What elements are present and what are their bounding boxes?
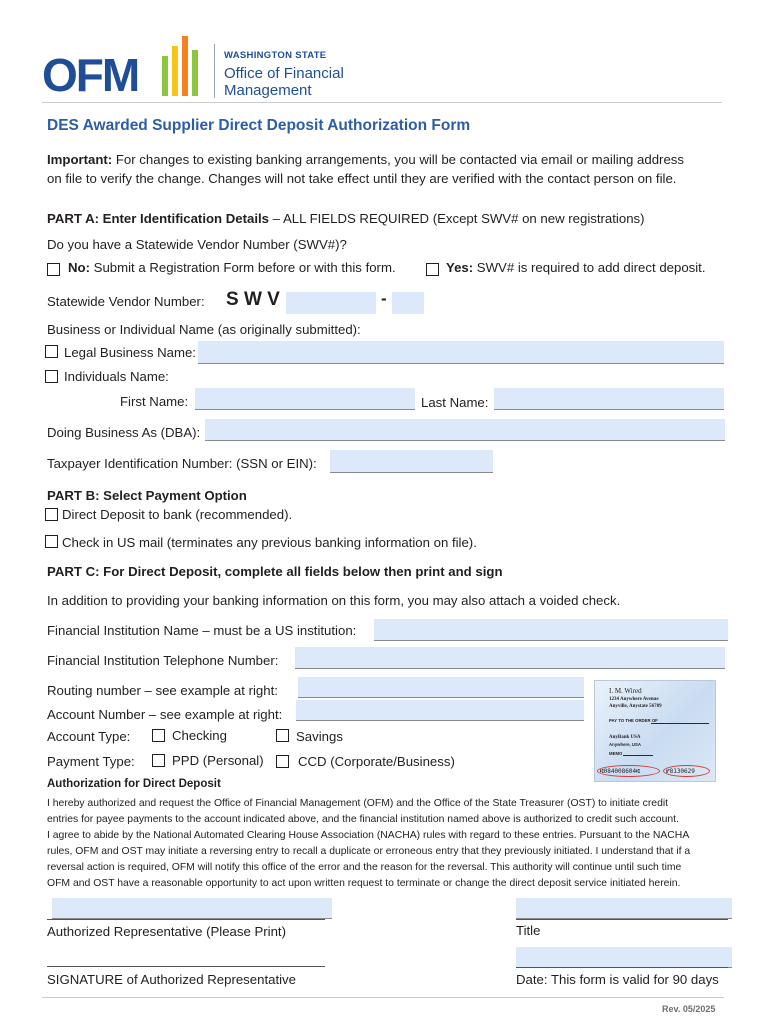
routing-input[interactable] — [298, 677, 584, 698]
savings-label: Savings — [296, 729, 343, 744]
tin-label: Taxpayer Identification Number: (SSN or EIN): — [47, 456, 317, 471]
agency-name-line2: Management — [224, 82, 312, 99]
tin-input[interactable] — [330, 450, 493, 473]
authorization-line: reversal action is required, OFM will notify this office of the error and the reason for the reversal. This authority will continue until such time — [47, 862, 682, 873]
account-type-label: Account Type: — [47, 729, 131, 744]
logo-bars-icon — [160, 36, 204, 98]
authorization-line: rules, OFM and OST may initiate a reversing entry to recall a duplicate or erroneous entry that they previously initiated. I understand that if a — [47, 846, 691, 857]
check-memo-line — [623, 755, 653, 756]
authorization-line: I agree to abide by the National Automated Clearing House Association (NACHA) rules with regard to these entries. Pursuant to the NACHA — [47, 830, 690, 841]
title-line — [516, 919, 728, 920]
dba-input[interactable] — [205, 419, 725, 441]
signature-line — [47, 966, 325, 967]
individuals-checkbox[interactable] — [45, 370, 58, 383]
institution-name-label: Financial Institution Name – must be a US institution: — [47, 623, 357, 638]
important-line2: on file to verify the change. Changes will not take effect until they are verified with the contact person on file. — [47, 171, 677, 186]
header-rule — [42, 102, 722, 103]
swv-question: Do you have a Statewide Vendor Number (SWV#)? — [47, 237, 347, 252]
attach-check-note: In addition to providing your banking information on this form, you may also attach a voided check. — [47, 593, 621, 608]
form-title: DES Awarded Supplier Direct Deposit Authorization Form — [47, 117, 471, 134]
part-a-heading — [47, 211, 645, 226]
date-input[interactable] — [516, 947, 732, 968]
check-memo: MEMO — [609, 751, 623, 756]
authorization-line: entries for payee payments to the account indicated above, and the financial institution named above is authorized to credit such account. — [47, 814, 679, 825]
check-pay-to: PAY TO THE ORDER OF — [609, 718, 658, 723]
check-owner-name: I. M. Wired — [609, 687, 642, 695]
ppd-checkbox[interactable] — [152, 754, 165, 767]
checking-label: Checking — [172, 728, 227, 743]
part-b-heading: PART B: Select Payment Option — [47, 488, 247, 503]
title-input[interactable] — [516, 898, 732, 919]
checking-checkbox[interactable] — [152, 729, 165, 742]
authorization-text — [47, 796, 737, 892]
vendor-number-label: Statewide Vendor Number: — [47, 294, 205, 309]
rep-print-line — [47, 919, 325, 920]
authorization-line: I hereby authorized and request the Office of Financial Management (OFM) and the Office of the State Treasurer (OST) to initiate credit — [47, 798, 669, 809]
payment-type-label: Payment Type: — [47, 754, 135, 769]
ccd-label: CCD (Corporate/Business) — [298, 754, 455, 769]
institution-phone-input[interactable] — [295, 647, 725, 669]
check-account-digits: ⑈8130629 — [666, 768, 695, 775]
routing-highlight-circle — [597, 765, 660, 777]
first-name-input[interactable] — [195, 388, 415, 410]
swv-yes-checkbox[interactable] — [426, 263, 439, 276]
ppd-label: PPD (Personal) — [172, 753, 264, 768]
legal-business-input[interactable] — [198, 341, 724, 364]
part-a-note: – ALL FIELDS REQUIRED (Except SWV# on new registrations) — [269, 211, 645, 226]
dba-label: Doing Business As (DBA): — [47, 425, 201, 440]
check-address2: Anyville, Anystate 56789 — [609, 704, 662, 709]
important-note — [47, 152, 684, 167]
signature-label: SIGNATURE of Authorized Representative — [47, 972, 296, 987]
check-address1: 1234 Anywhere Avenue — [609, 697, 659, 702]
part-c-heading: PART C: For Direct Deposit, complete all fields below then print and sign — [47, 564, 503, 579]
vendor-dash: - — [381, 289, 387, 308]
swv-prefix: S W V — [226, 289, 280, 310]
direct-deposit-checkbox[interactable] — [45, 508, 58, 521]
ofm-logo — [42, 36, 362, 102]
important-line1: For changes to existing banking arrangements, you will be contacted via email or mailing address — [112, 152, 684, 167]
authorization-line: OFM and OST have a reasonable opportunity to act upon written request to terminate or change the direct deposit service initiated herein. — [47, 878, 681, 889]
check-mail-checkbox[interactable] — [45, 535, 58, 548]
routing-label: Routing number – see example at right: — [47, 683, 278, 698]
footer-rule — [42, 997, 724, 998]
account-number-input[interactable] — [296, 700, 584, 721]
vendor-number-input[interactable] — [286, 292, 376, 314]
rep-print-input[interactable] — [52, 898, 332, 919]
swv-yes-text: SWV# is required to add direct deposit. — [473, 260, 706, 275]
logo-text: OFM — [42, 49, 139, 101]
swv-yes-option — [446, 260, 706, 275]
swv-no-label: No: — [68, 260, 90, 275]
swv-no-checkbox[interactable] — [47, 263, 60, 276]
legal-business-label: Legal Business Name: — [64, 345, 196, 360]
institution-phone-label: Financial Institution Telephone Number: — [47, 653, 279, 668]
swv-yes-label: Yes: — [446, 260, 474, 275]
important-label: Important: — [47, 152, 113, 167]
state-label: WASHINGTON STATE — [224, 50, 327, 61]
title-label: Title — [516, 923, 541, 938]
name-intro: Business or Individual Name (as originally submitted): — [47, 322, 361, 337]
swv-no-text: Submit a Registration Form before or with this form. — [89, 260, 396, 275]
agency-name-line1: Office of Financial — [224, 65, 344, 82]
check-routing-digits: ⑆084008604⑆ — [600, 768, 640, 775]
first-name-label: First Name: — [120, 394, 189, 409]
account-highlight-circle — [663, 765, 710, 777]
vendor-suffix-input[interactable] — [392, 292, 424, 314]
check-mail-label: Check in US mail (terminates any previous banking information on file). — [62, 535, 477, 550]
savings-checkbox[interactable] — [276, 729, 289, 742]
check-bank: AnyBank USA — [609, 735, 641, 740]
account-number-label: Account Number – see example at right: — [47, 707, 283, 722]
revision-label: Rev. 05/2025 — [662, 1004, 716, 1014]
date-line — [516, 967, 728, 968]
check-example-image — [594, 680, 716, 782]
date-label: Date: This form is valid for 90 days — [516, 972, 719, 987]
swv-no-option — [68, 260, 396, 275]
individuals-label: Individuals Name: — [64, 369, 169, 384]
legal-business-checkbox[interactable] — [45, 345, 58, 358]
logo-divider — [214, 44, 215, 98]
direct-deposit-label: Direct Deposit to bank (recommended). — [62, 507, 293, 522]
last-name-input[interactable] — [494, 388, 724, 410]
check-bank-city: Anywhere, USA — [609, 742, 641, 747]
check-pay-line — [651, 723, 709, 724]
rep-print-label: Authorized Representative (Please Print) — [47, 924, 286, 939]
authorization-heading: Authorization for Direct Deposit — [47, 778, 221, 790]
ccd-checkbox[interactable] — [276, 755, 289, 768]
last-name-label: Last Name: — [421, 395, 489, 410]
institution-name-input[interactable] — [374, 619, 728, 641]
part-a-title: PART A: Enter Identification Details — [47, 211, 270, 226]
